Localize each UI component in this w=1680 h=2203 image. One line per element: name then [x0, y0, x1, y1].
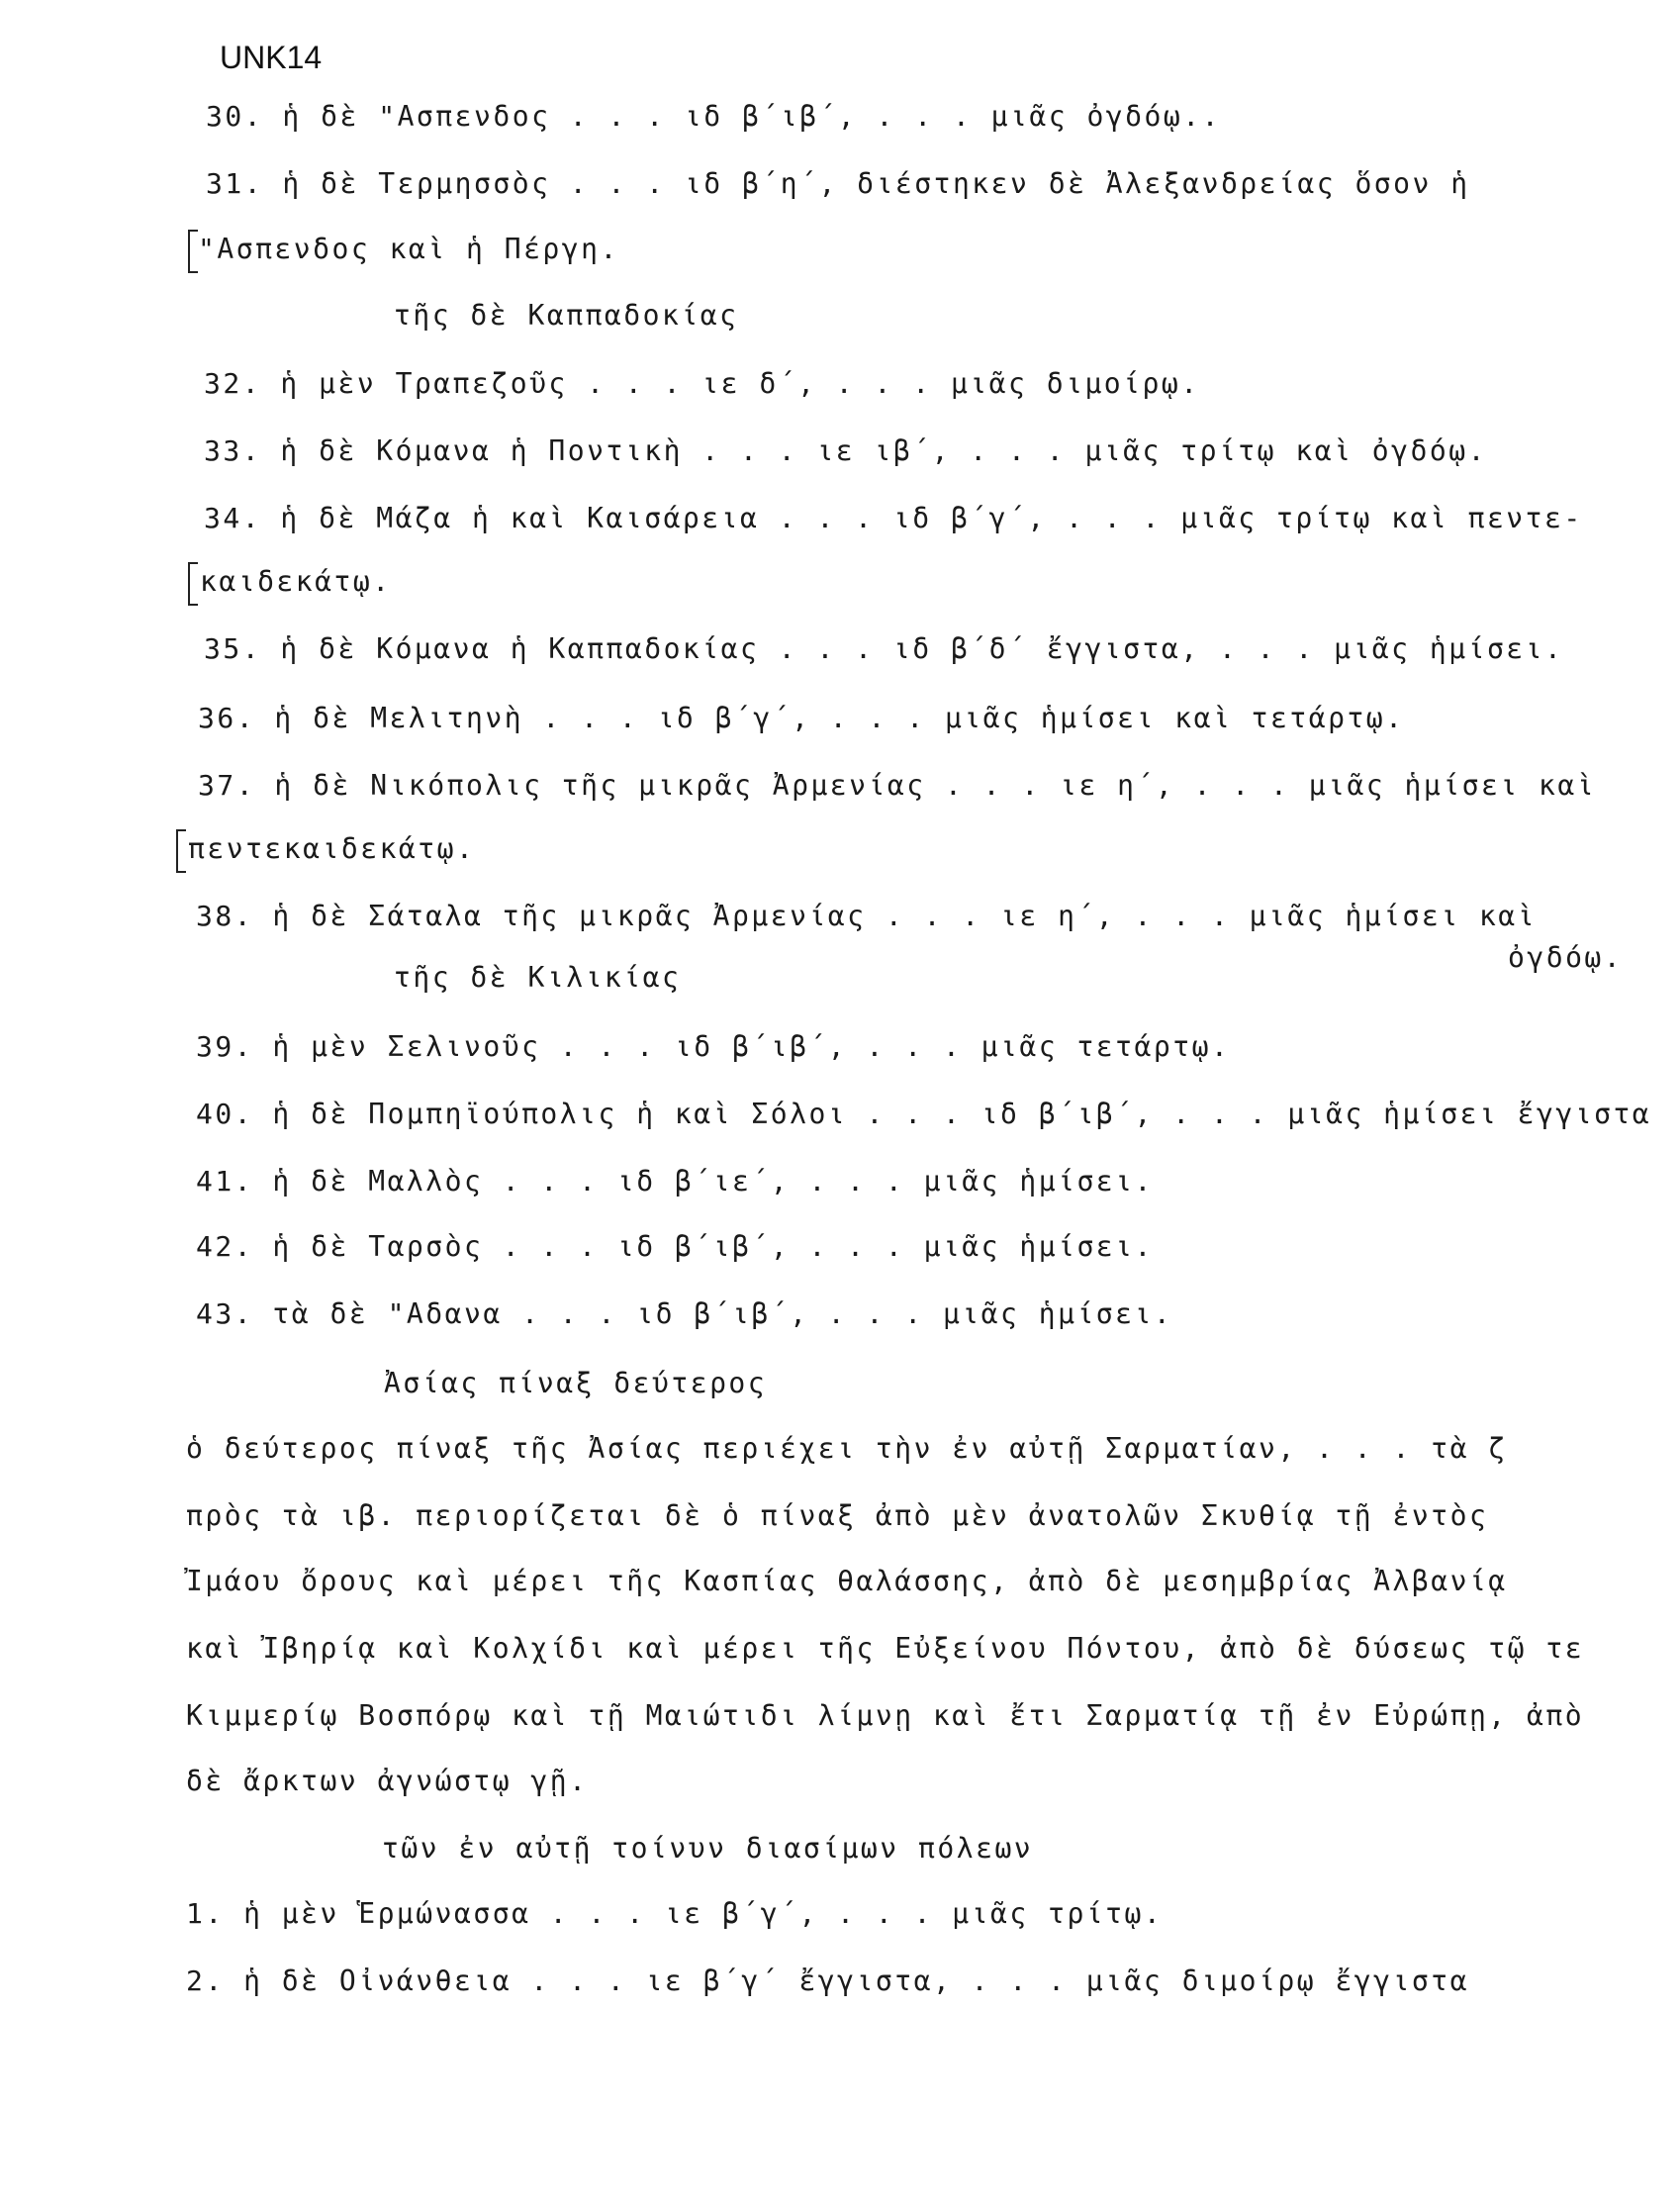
- entry-32: 32. ἡ μὲν Τραπεζοῦς . . . ιε δ΄, . . . μιᾶς διμοίρῳ.: [204, 367, 1200, 400]
- entry-42: 42. ἡ δὲ Ταρσὸς . . . ιδ β΄ιβ΄, . . . μιᾶς ἡμίσει.: [196, 1230, 1154, 1263]
- entry-33: 33. ἡ δὲ Κόμανα ἡ Ποντικὴ . . . ιε ιβ΄, . . . μιᾶς τρίτῳ καὶ ὀγδόῳ.: [204, 434, 1487, 467]
- entry-36: 36. ἡ δὲ Μελιτηνὴ . . . ιδ β΄γ΄, . . . μιᾶς ἡμίσει καὶ τετάρτῳ.: [198, 702, 1405, 734]
- section-heading-cilicia: τῆς δὲ Κιλικίας: [394, 961, 682, 994]
- entry-30: 30. ἡ δὲ "Ασπενδος . . . ιδ β΄ιβ΄, . . . μιᾶς ὀγδόῳ..: [206, 100, 1221, 133]
- page-label: UNK14: [220, 40, 323, 75]
- entry-43: 43. τὰ δὲ "Αδανα . . . ιδ β΄ιβ΄, . . . μιᾶς ἡμίσει.: [196, 1297, 1173, 1330]
- paragraph-line-4: καὶ Ἰβηρίᾳ καὶ Κολχίδι καὶ μέρει τῆς Εὐξείνου Πόντου, ἀπὸ δὲ δύσεως τῷ τε: [186, 1632, 1585, 1665]
- entry-39: 39. ἡ μὲν Σελινοῦς . . . ιδ β΄ιβ΄, . . . μιᾶς τετάρτῳ.: [196, 1030, 1231, 1063]
- entry-1: 1. ἡ μὲν Ἑρμώνασσα . . . ιε β΄γ΄, . . . μιᾶς τρίτῳ.: [186, 1897, 1164, 1930]
- section-heading-asia-table-2: Ἀσίας πίναξ δεύτερος: [384, 1367, 768, 1399]
- entry-31: 31. ἡ δὲ Τερμησσὸς . . . ιδ β΄η΄, διέστηκεν δὲ Ἀλεξανδρείας ὅσον ἡ: [206, 167, 1470, 200]
- entry-38: 38. ἡ δὲ Σάταλα τῆς μικρᾶς Ἀρμενίας . . . ιε η΄, . . . μιᾶς ἡμίσει καὶ: [196, 900, 1538, 932]
- entry-37: 37. ἡ δὲ Νικόπολις τῆς μικρᾶς Ἀρμενίας . . . ιε η΄, . . . μιᾶς ἡμίσει καὶ: [198, 769, 1597, 802]
- entry-2: 2. ἡ δὲ Οἰνάνθεια . . . ιε β΄γ΄ ἔγγιστα, . . . μιᾶς διμοίρῳ ἔγγιστα: [186, 1964, 1469, 1997]
- section-heading-cities: τῶν ἐν αὐτῇ τοίνυν διασίμων πόλεων: [382, 1832, 1034, 1865]
- entry-37-continuation: πεντεκαιδεκάτῳ.: [188, 832, 476, 865]
- entry-38-continuation: ὀγδόῳ.: [1508, 941, 1624, 974]
- entry-35: 35. ἡ δὲ Κόμανα ἡ Καππαδοκίας . . . ιδ β΄δ΄ ἔγγιστα, . . . μιᾶς ἡμίσει.: [204, 632, 1564, 665]
- entry-40: 40. ἡ δὲ Πομπηϊούπολις ἡ καὶ Σόλοι . . . ιδ β΄ιβ΄, . . . μιᾶς ἡμίσει ἔγγιστα: [196, 1098, 1652, 1130]
- section-heading-cappadocia: τῆς δὲ Καππαδοκίας: [394, 299, 739, 332]
- paragraph-line-2: πρὸς τὰ ιβ. περιορίζεται δὲ ὁ πίναξ ἀπὸ μὲν ἀνατολῶν Σκυθίᾳ τῇ ἐντὸς: [186, 1499, 1489, 1532]
- continuation-bracket: [188, 562, 198, 606]
- entry-41: 41. ἡ δὲ Μαλλὸς . . . ιδ β΄ιε΄, . . . μιᾶς ἡμίσει.: [196, 1165, 1154, 1197]
- paragraph-line-1: ὁ δεύτερος πίναξ τῆς Ἀσίας περιέχει τὴν ἐν αὐτῇ Σαρματίαν, . . . τὰ ζ: [186, 1432, 1508, 1465]
- entry-34-continuation: καιδεκάτῳ.: [200, 565, 392, 598]
- paragraph-line-5: Κιμμερίῳ Βοσπόρῳ καὶ τῇ Μαιώτιδι λίμνῃ καὶ ἔτι Σαρματίᾳ τῇ ἐν Εὐρώπῃ, ἀπὸ: [186, 1699, 1585, 1732]
- continuation-bracket: [188, 230, 198, 273]
- continuation-bracket: [176, 829, 186, 873]
- paragraph-line-6: δὲ ἄρκτων ἀγνώστῳ γῇ.: [186, 1765, 589, 1797]
- entry-34: 34. ἡ δὲ Μάζα ἡ καὶ Καισάρεια . . . ιδ β΄γ΄, . . . μιᾶς τρίτῳ καὶ πεντε-: [204, 502, 1583, 534]
- paragraph-line-3: Ἰμάου ὄρους καὶ μέρει τῆς Κασπίας θαλάσσης, ἀπὸ δὲ μεσημβρίας Ἀλβανίᾳ: [186, 1565, 1508, 1597]
- entry-31-continuation: "Ασπενδος καὶ ἡ Πέργη.: [198, 233, 619, 265]
